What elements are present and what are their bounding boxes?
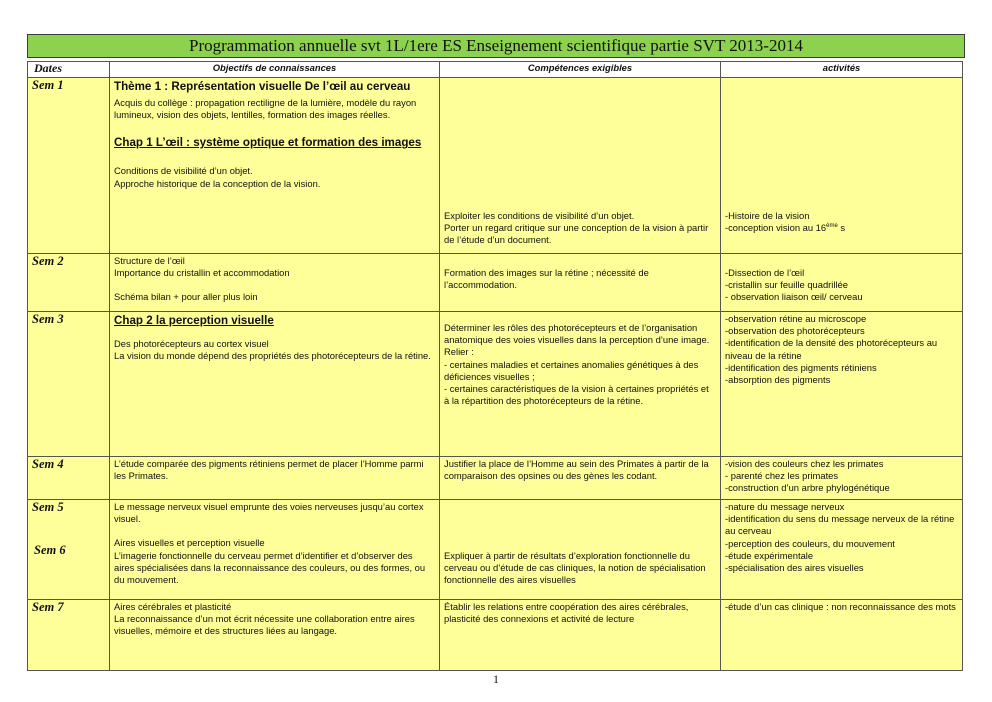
objectif-line: Le message nerveux visuel emprunte des voies nerveuses jusqu’au cortex visuel. [114, 501, 424, 525]
objectif-line: Conditions de visibilité d’un objet. [114, 165, 253, 177]
objectif-line: Approche historique de la conception de la vision. [114, 177, 321, 189]
activite-line: -nature du message nerveux [725, 501, 845, 512]
activites-cell [721, 500, 963, 600]
table-row [28, 500, 963, 600]
sem-label: Sem 4 [32, 457, 64, 471]
objectifs-cell [110, 312, 440, 457]
activite-line: -observation des photorécepteurs [725, 325, 865, 337]
competence-line: - certaines caractéristiques de la vision à certaines propriétés et à la répartition des photorécepteurs de la rétine. [444, 383, 709, 407]
header-row [28, 62, 963, 78]
activite-line: -étude expérimentale [725, 549, 814, 561]
activite-line: -vision des couleurs chez les primates [725, 458, 884, 469]
sem-label: Sem 3 [32, 312, 64, 326]
table-row [28, 312, 963, 457]
sem-cell [28, 500, 110, 600]
objectifs-cell [110, 500, 440, 600]
competences-cell [440, 312, 721, 457]
activite-line: -cristallin sur feuille quadrillée [725, 279, 848, 291]
competence-line: - certaines maladies et certaines anomalies génétiques à des déficiences visuelles ; [444, 358, 699, 382]
table-row [28, 600, 963, 671]
activite-line: -identification de la densité des photorécepteurs au niveau de la rétine [725, 337, 938, 361]
competence-line: Relier : [444, 346, 474, 358]
competences-cell [440, 254, 721, 312]
page-number: 1 [493, 672, 499, 686]
objectif-line: Schéma bilan + pour aller plus loin [114, 291, 258, 303]
activite-line: - parenté chez les primates [725, 470, 839, 482]
activite-line: -conception vision au 16ème s [725, 222, 846, 234]
activite-line: -observation rétine au microscope [725, 313, 867, 324]
activite-line: -absorption des pigments [725, 374, 831, 386]
activites-cell [721, 457, 963, 500]
objectif-line: La reconnaissance d’un mot écrit nécessite une collaboration entre aires visuelles, mémoire et des structures liées au langage. [114, 613, 415, 637]
objectifs-cell [110, 78, 440, 254]
sem-cell [28, 457, 110, 500]
header-competences: Compétences exigibles [440, 62, 721, 78]
competence-line: Exploiter les conditions de visibilité d’un objet. [444, 210, 635, 221]
activite-line: -construction d’un arbre phylogénétique [725, 482, 890, 494]
competences-cell [440, 500, 721, 600]
sem-label: Sem 7 [32, 600, 64, 614]
competences-cell [440, 78, 721, 254]
activites-cell [721, 254, 963, 312]
activites-cell [721, 312, 963, 457]
objectifs-cell [110, 254, 440, 312]
activite-line: -identification des pigments rétiniens [725, 361, 877, 373]
activite-line: -identification du sens du message nerveux de la rétine au cerveau [725, 513, 955, 537]
objectif-line: Importance du cristallin et accommodation [114, 267, 290, 279]
header-dates: Dates [28, 62, 110, 78]
table-row [28, 457, 963, 500]
competence-line: Déterminer les rôles des photorécepteurs et de l’organisation anatomique des voies visuelles dans la perception d’une image. [444, 322, 710, 346]
sem-cell [28, 78, 110, 254]
activites-cell [721, 78, 963, 254]
competence-line: Porter un regard critique sur une conception de la vision à partir de l’étude d’un document. [444, 222, 709, 246]
activite-line: - observation liaison œil/ cerveau [725, 291, 863, 303]
header-activites: activités [721, 62, 963, 78]
activite-line: -Histoire de la vision [725, 210, 810, 221]
header-objectifs: Objectifs de connaissances [110, 62, 440, 78]
sem-cell [28, 254, 110, 312]
sem-cell [28, 312, 110, 457]
competences-cell [440, 457, 721, 500]
document-title: Programmation annuelle svt 1L/1ere ES Enseignement scientifique partie SVT 2013-2014 [27, 34, 965, 58]
competences-cell [440, 600, 721, 671]
competence-line: Justifier la place de l’Homme au sein des Primates à partir de la comparaison des opsines ou des gènes les codant. [444, 458, 709, 482]
programme-table [27, 61, 963, 671]
activite-line: -étude d’un cas clinique : non reconnaissance des mots [725, 601, 956, 612]
objectif-line: Aires visuelles et perception visuelle [114, 537, 265, 549]
activites-cell [721, 600, 963, 671]
objectif-line: Aires cérébrales et plasticité [114, 601, 232, 612]
objectifs-cell [110, 457, 440, 500]
sem-label: Sem 6 [34, 543, 66, 557]
activite-line: -spécialisation des aires visuelles [725, 562, 864, 574]
sem-label: Sem 1 [32, 78, 64, 92]
theme-heading: Thème 1 : Représentation visuelle De l’œil au cerveau [114, 80, 411, 93]
sem-label: Sem 2 [32, 254, 64, 268]
chapter-heading: Chap 2 la perception visuelle [114, 314, 274, 327]
activite-line: -Dissection de l’œil [725, 267, 805, 278]
sem-cell [28, 600, 110, 671]
table-row [28, 78, 963, 254]
competence-line: Expliquer à partir de résultats d’exploration fonctionnelle du cerveau ou d’étude de cas cliniques, la notion de spécialisation fonctionnelle des aires visuelles [444, 550, 706, 586]
sem-label: Sem 5 [32, 500, 64, 514]
objectifs-cell [110, 600, 440, 671]
chapter-heading: Chap 1 L’œil : système optique et formation des images [114, 136, 422, 150]
objectif-line: Des photorécepteurs au cortex visuel [114, 338, 269, 349]
activite-line: -perception des couleurs, du mouvement [725, 537, 895, 549]
objectif-line: L’imagerie fonctionnelle du cerveau permet d’identifier et d’observer des aires spécialisées dans la reconnaissance des couleurs, ou des formes, ou du mouvement. [114, 549, 426, 586]
objectif-line: Structure de l’œil [114, 255, 185, 266]
competence-line: Établir les relations entre coopération des aires cérébrales, plasticité des connexions et activité de lecture [444, 601, 689, 625]
acquis-text: Acquis du collège : propagation rectiligne de la lumière, modèle du rayon lumineux, vision des objets, lentilles, formation des images réelles. [114, 97, 417, 121]
objectif-line: La vision du monde dépend des propriétés des photorécepteurs de la rétine. [114, 350, 431, 362]
objectif-line: L’étude comparée des pigments rétiniens permet de placer l’Homme parmi les Primates. [114, 458, 424, 482]
competence-line: Formation des images sur la rétine ; nécessité de l’accommodation. [444, 267, 649, 291]
table-row [28, 254, 963, 312]
